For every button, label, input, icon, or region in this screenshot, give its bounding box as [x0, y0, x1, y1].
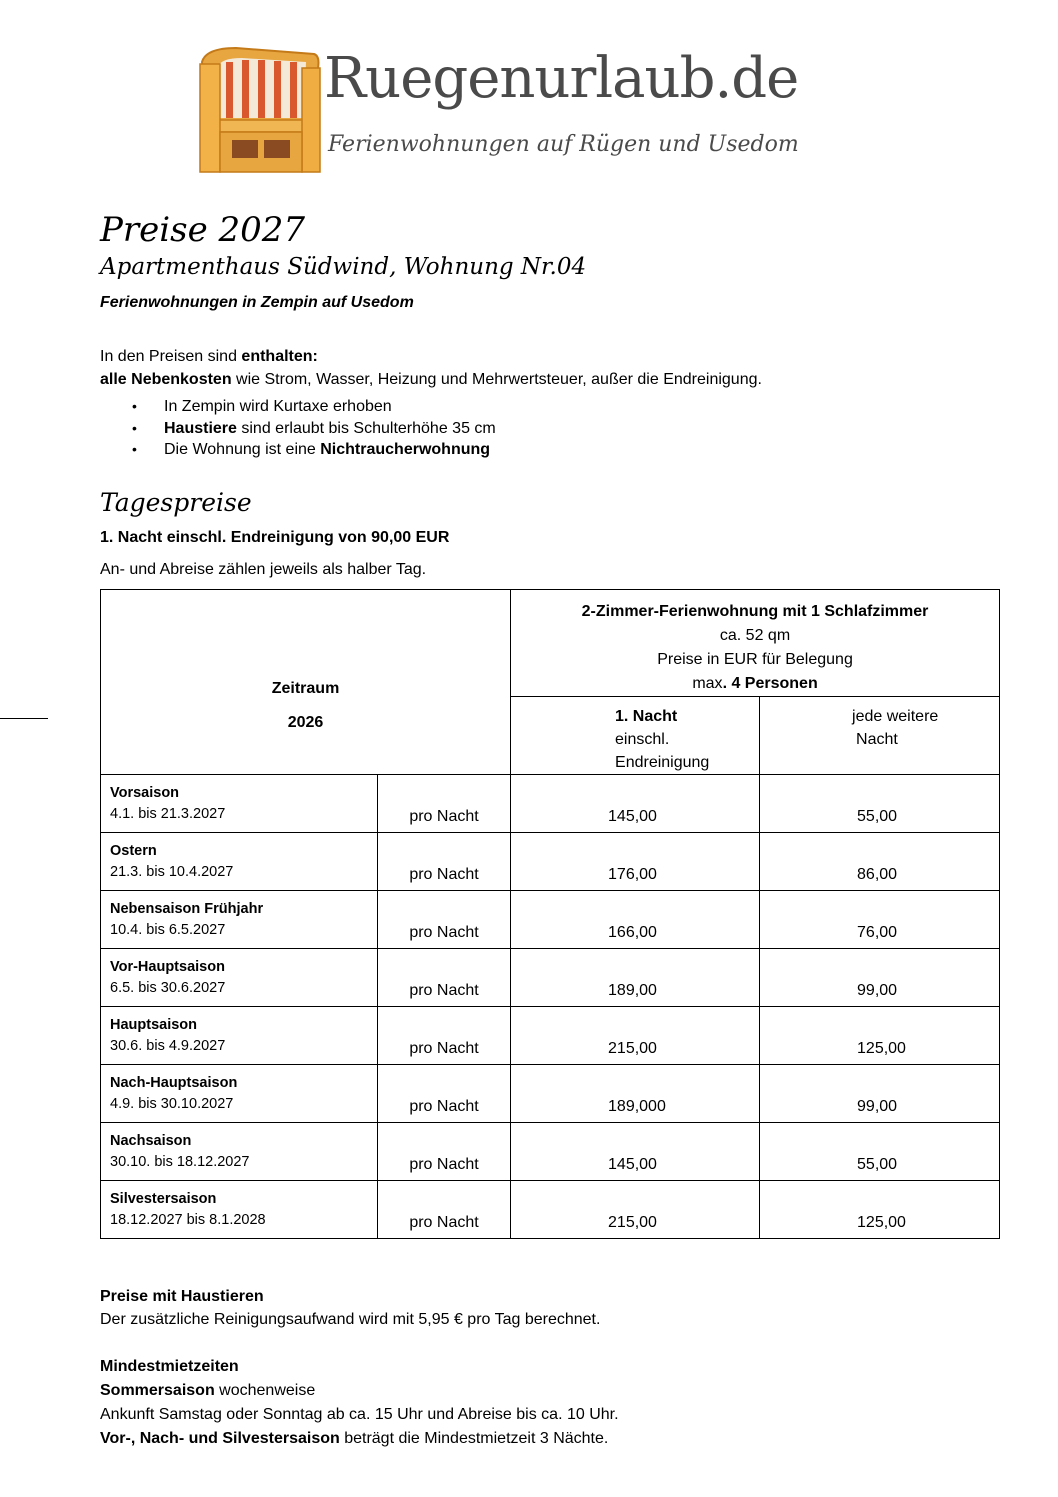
period-cell — [101, 1181, 378, 1239]
unit-cell: pro Nacht — [378, 833, 511, 891]
next-night-price: 55,00 — [760, 775, 1000, 833]
next-night-price: 76,00 — [760, 891, 1000, 949]
table-row — [101, 1123, 1000, 1181]
minimum-summer-text: wochenweise — [214, 1382, 316, 1399]
table-row — [101, 891, 1000, 949]
unit-cell: pro Nacht — [378, 1007, 511, 1065]
bullet-pets-text: sind erlaubt bis Schulterhöhe 35 cm — [236, 419, 496, 437]
apartment-title: 2-Zimmer-Ferienwohnung mit 1 Schlafzimmer — [581, 603, 929, 620]
minimum-other — [100, 1428, 608, 1450]
apartment-max-bold: . 4 Personen — [722, 675, 818, 692]
first-night-price: 145,00 — [511, 1123, 760, 1181]
location-tagline: Ferienwohnungen in Zempin auf Usedom — [100, 294, 414, 311]
next-night-header-l2: Nacht — [856, 731, 898, 748]
unit-cell: pro Nacht — [378, 949, 511, 1007]
first-night-price: 189,00 — [511, 949, 760, 1007]
table-row — [101, 1181, 1000, 1239]
first-night-price: 145,00 — [511, 775, 760, 833]
apartment-max-persons — [511, 672, 999, 696]
price-rows — [101, 775, 1000, 1239]
minimum-summer-bold: Sommersaison — [100, 1382, 215, 1399]
season-name: Vorsaison — [110, 785, 180, 801]
bullet-kurtaxe-text: In Zempin wird Kurtaxe erhoben — [164, 398, 392, 415]
pets-text: Der zusätzliche Reinigungsaufwand wird mit 5,95 € pro Tag berechnet. — [100, 1311, 601, 1328]
bullet-nonsmoking-bold: Nichtraucherwohnung — [320, 441, 491, 458]
season-dates: 30.6. bis 4.9.2027 — [110, 1038, 226, 1054]
included-intro-bold: enthalten: — [241, 348, 318, 365]
period-cell — [101, 775, 378, 833]
period-cell — [101, 949, 378, 1007]
apartment-header-cell — [511, 590, 1000, 697]
daily-prices-heading: Tagespreise — [100, 488, 252, 517]
next-night-price: 86,00 — [760, 833, 1000, 891]
first-night-price: 176,00 — [511, 833, 760, 891]
logo — [196, 44, 836, 180]
first-night-price: 189,000 — [511, 1065, 760, 1123]
minimum-other-bold: Vor-, Nach- und Silvestersaison — [100, 1430, 340, 1447]
first-night-header-l2: einschl. — [615, 731, 670, 748]
unit-cell: pro Nacht — [378, 775, 511, 833]
season-dates: 18.12.2027 bis 8.1.2028 — [110, 1212, 266, 1228]
next-night-price: 99,00 — [760, 1065, 1000, 1123]
next-night-price: 125,00 — [760, 1007, 1000, 1065]
next-night-header — [760, 697, 1000, 775]
first-night-price: 215,00 — [511, 1181, 760, 1239]
next-night-price: 99,00 — [760, 949, 1000, 1007]
minimum-arrival: Ankunft Samstag oder Sonntag ab ca. 15 Uhr und Abreise bis ca. 10 Uhr. — [100, 1406, 619, 1423]
season-name: Silvestersaison — [110, 1191, 217, 1207]
bullet-nonsmoking-text: Die Wohnung ist eine — [164, 441, 321, 458]
season-name: Nachsaison — [110, 1133, 192, 1149]
bullet-pets — [100, 418, 496, 440]
period-header: Zeitraum — [271, 680, 340, 697]
minimum-stay-heading: Mindestmietzeiten — [100, 1358, 239, 1375]
minimum-summer — [100, 1380, 315, 1402]
period-cell — [101, 891, 378, 949]
season-name: Vor-Hauptsaison — [110, 959, 225, 975]
included-intro-text: In den Preisen sind — [100, 348, 242, 365]
table-row — [101, 949, 1000, 1007]
unit-cell: pro Nacht — [378, 1181, 511, 1239]
arrival-note: An- und Abreise zählen jeweils als halber Tag. — [100, 561, 427, 578]
included-costs-bold: alle Nebenkosten — [100, 371, 232, 388]
unit-cell: pro Nacht — [378, 1065, 511, 1123]
table-row — [101, 1065, 1000, 1123]
period-year: 2026 — [287, 714, 324, 731]
price-table — [100, 589, 1000, 1239]
period-cell — [101, 1065, 378, 1123]
logo-title: Ruegenurlaub.de — [324, 46, 799, 111]
logo-tagline: Ferienwohnungen auf Rügen und Usedom — [328, 132, 799, 157]
bullet-pets-bold: Haustiere — [164, 419, 237, 437]
next-night-price: 55,00 — [760, 1123, 1000, 1181]
season-dates: 30.10. bis 18.12.2027 — [110, 1154, 250, 1170]
period-header-cell — [101, 590, 511, 775]
table-row — [101, 833, 1000, 891]
included-costs — [100, 369, 762, 391]
apartment-size: ca. 52 qm — [719, 627, 791, 644]
first-night-price: 166,00 — [511, 891, 760, 949]
first-night-header — [511, 697, 760, 775]
period-cell — [101, 833, 378, 891]
first-night-header-l1: 1. Nacht — [615, 708, 678, 725]
season-name: Ostern — [110, 843, 157, 859]
margin-rule — [0, 718, 48, 719]
season-dates: 21.3. bis 10.4.2027 — [110, 864, 234, 880]
unit-cell: pro Nacht — [378, 1123, 511, 1181]
included-intro — [100, 346, 318, 368]
minimum-other-text: beträgt die Mindestmietzeit 3 Nächte. — [339, 1430, 609, 1447]
beach-chair-logo-icon — [196, 44, 324, 178]
first-night-header-l3: Endreinigung — [615, 754, 710, 771]
season-dates: 6.5. bis 30.6.2027 — [110, 980, 226, 996]
unit-cell: pro Nacht — [378, 891, 511, 949]
next-night-price: 125,00 — [760, 1181, 1000, 1239]
table-row — [101, 1007, 1000, 1065]
season-dates: 4.9. bis 30.10.2027 — [110, 1096, 234, 1112]
pets-heading: Preise mit Haustieren — [100, 1288, 264, 1305]
first-night-price: 215,00 — [511, 1007, 760, 1065]
season-name: Nach-Hauptsaison — [110, 1075, 238, 1091]
season-dates: 4.1. bis 21.3.2027 — [110, 806, 226, 822]
cleaning-note: 1. Nacht einschl. Endreinigung von 90,00 EUR — [100, 529, 450, 546]
apartment-prices-label: Preise in EUR für Belegung — [657, 651, 853, 668]
bullet-kurtaxe — [100, 396, 496, 418]
table-row — [101, 775, 1000, 833]
season-name: Nebensaison Frühjahr — [110, 901, 264, 917]
page-title: Preise 2027 — [100, 210, 306, 250]
bullet-nonsmoking — [100, 439, 496, 461]
season-name: Hauptsaison — [110, 1017, 198, 1033]
period-cell — [101, 1007, 378, 1065]
included-costs-text: wie Strom, Wasser, Heizung und Mehrwertsteuer, außer die Endreinigung. — [231, 371, 762, 388]
next-night-header-l1: jede weitere — [852, 708, 939, 725]
period-cell — [101, 1123, 378, 1181]
season-dates: 10.4. bis 6.5.2027 — [110, 922, 226, 938]
included-bullet-list — [100, 396, 496, 461]
apartment-max-prefix: max — [692, 675, 723, 692]
page-subtitle: Apartmenthaus Südwind, Wohnung Nr.04 — [100, 254, 587, 280]
